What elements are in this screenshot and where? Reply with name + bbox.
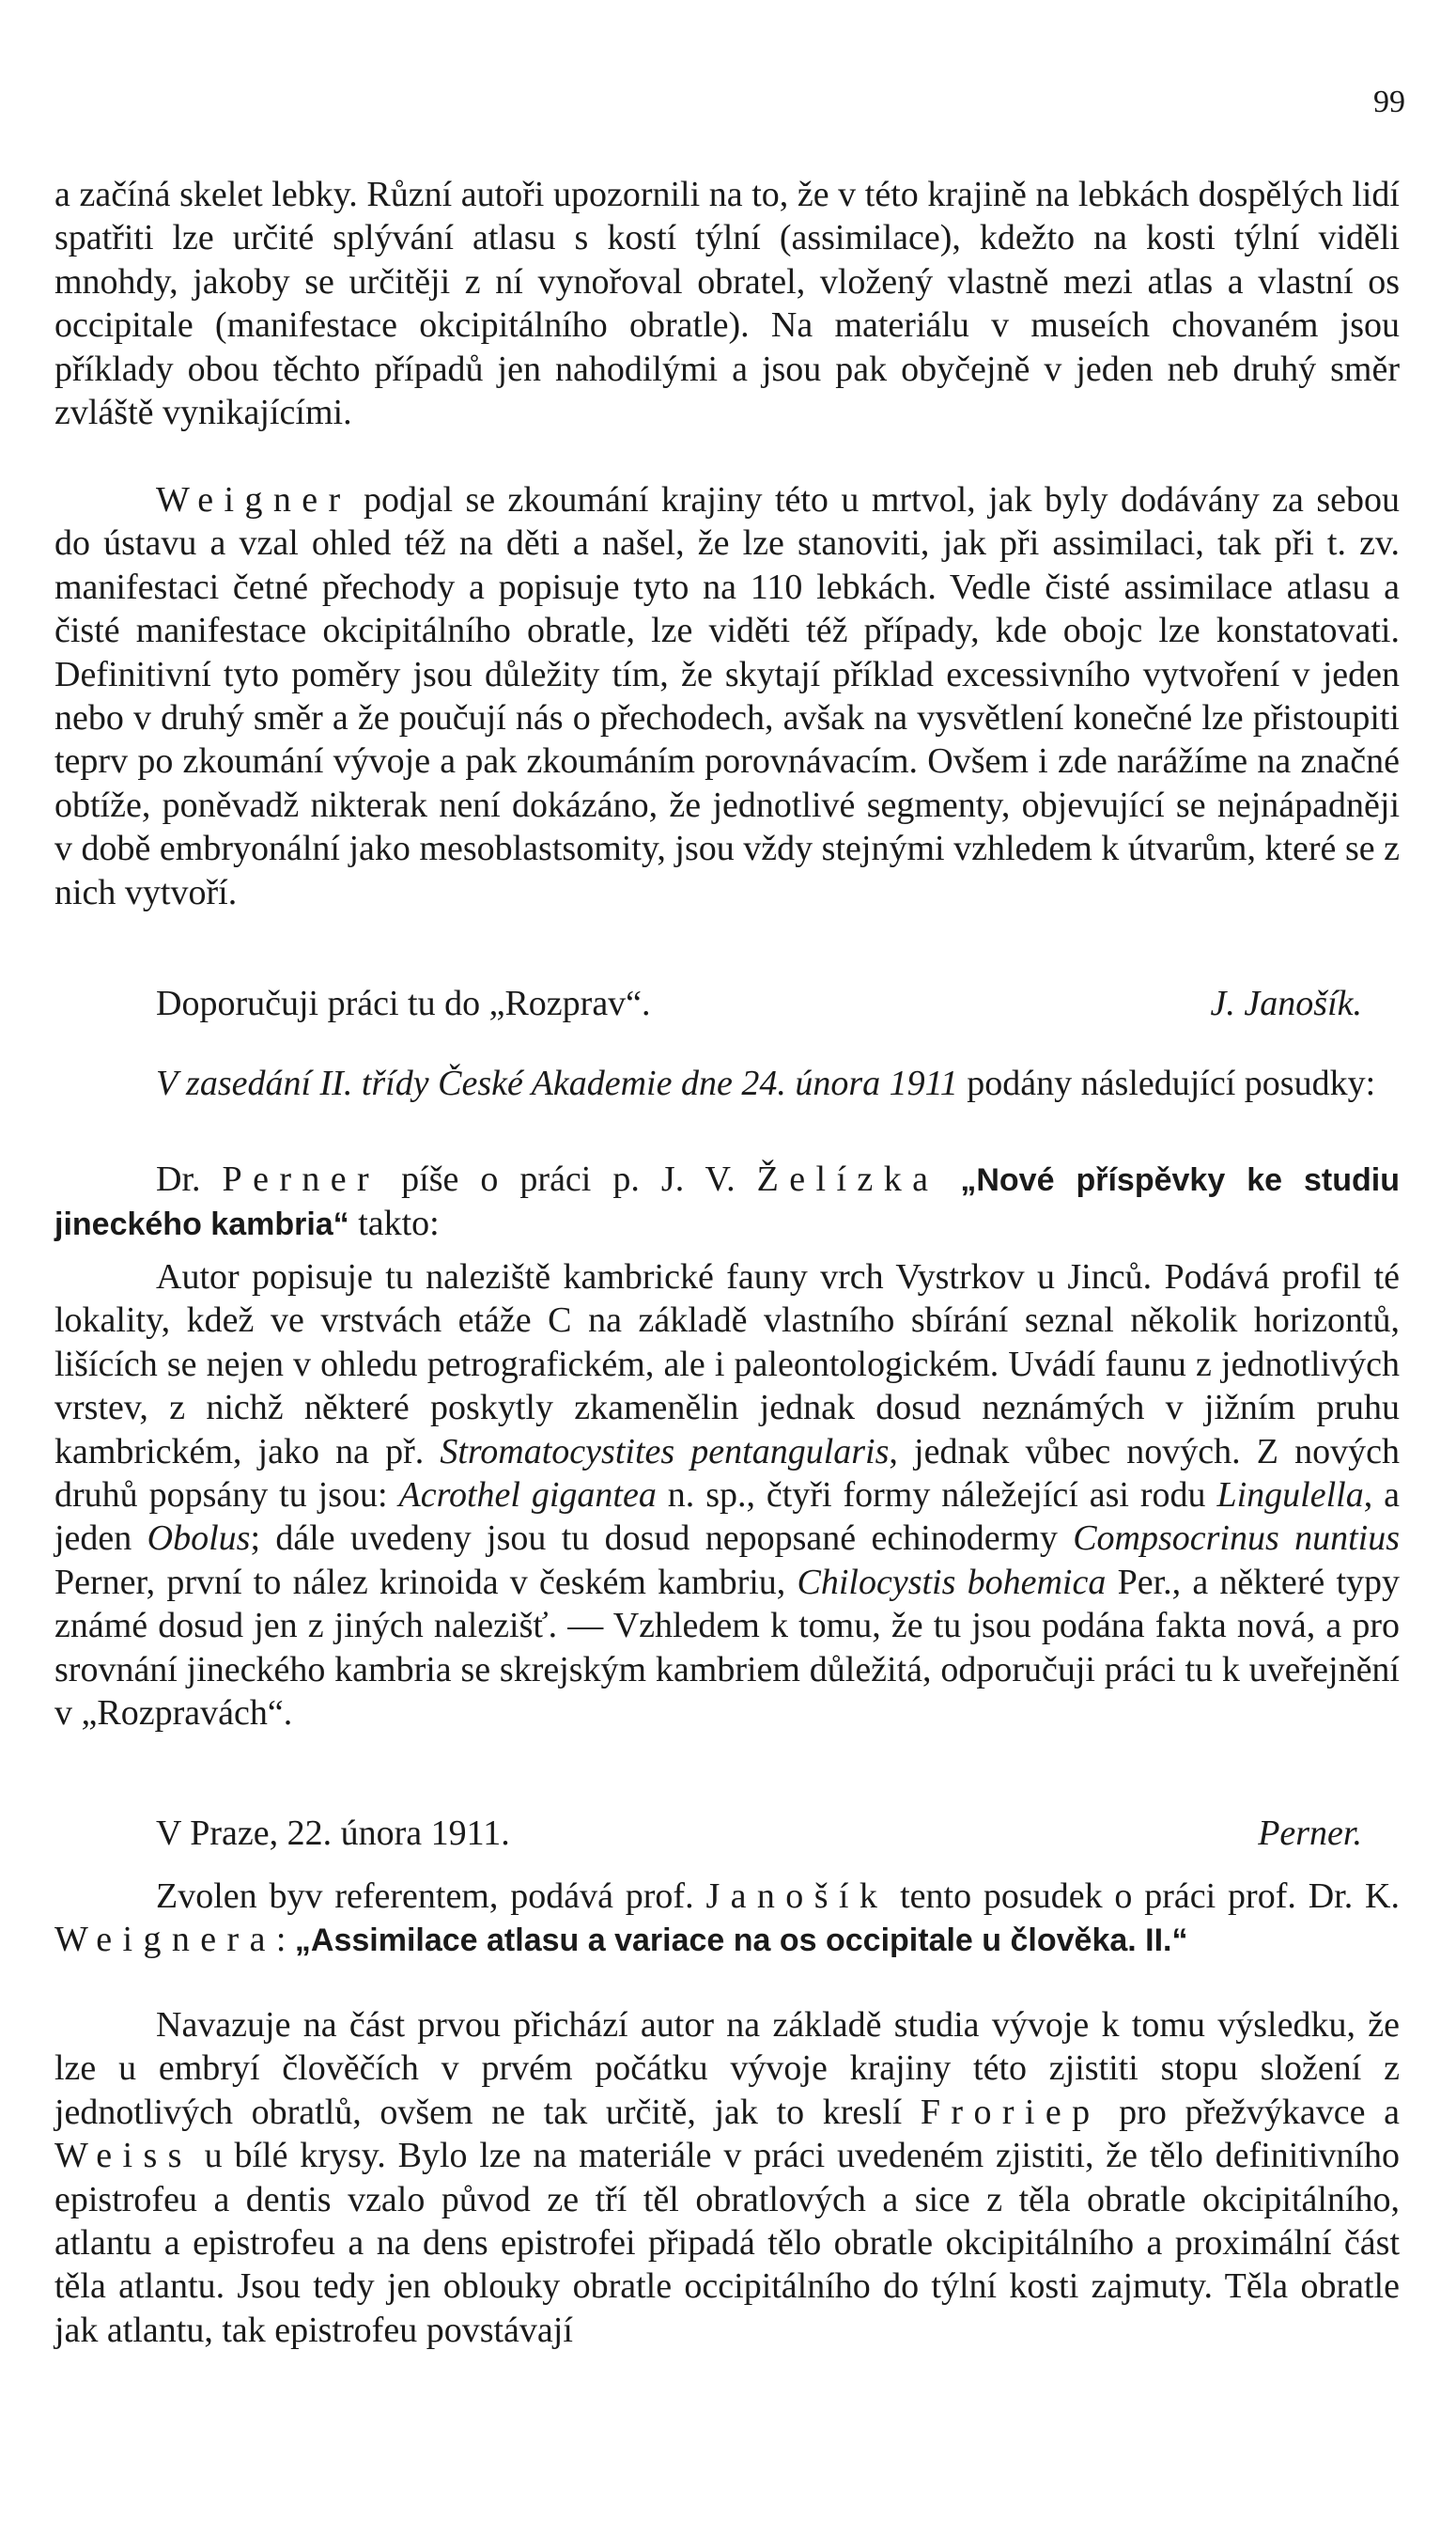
work-title: „Nové příspěvky ke studiu jineckého kambria“ bbox=[54, 1162, 1400, 1243]
perner-sign-block bbox=[54, 1812, 1400, 1855]
place-date: V Praze, 22. února 1911. bbox=[156, 1813, 510, 1853]
perner-review-body bbox=[54, 1255, 1400, 1735]
page-number: 99 bbox=[1373, 85, 1405, 119]
species-name: Obolus bbox=[147, 1518, 251, 1559]
text-run: Per., a některé typy známé dosud jen z jiných nalezišť. — Vzhledem k tomu, že tu jsou podána fakta nová, a pro srovnání jineckého kambria se skrejským kambriem důležitá, odporučuji práci tu k uveřejnění v „Rozpravách“. bbox=[54, 1562, 1401, 1734]
recommendation-block bbox=[54, 982, 1400, 1025]
weigner-review-intro-block bbox=[54, 1875, 1400, 1963]
text-run: , jednak vůbec nových. Z nových druhů popsány tu jsou: bbox=[54, 1431, 1400, 1516]
intro-tail: takto: bbox=[349, 1204, 440, 1244]
perner-review-block bbox=[54, 1255, 1400, 1735]
intro-lead: Zvolen byv referentem, podává prof. bbox=[156, 1876, 706, 1916]
paragraph-skull-assimilation: a začíná skelet lebky. Různí autoři upozornili na to, že v této krajině na lebkách dospělých lidí spatřiti lze určité splývání atlasu s kostí týlní (assimilace), kdežto na kosti týlní viděli mnohdy, jakoby se určitěji z ní vynořoval obratel, vložený vlastně mezi atlas a vlastní os occipitale (manifestace okcipitálního obratle). Na materiálu v museích chovaném jsou příklady obou těchto případů jen nahodilými a jsou pak obyčejně v jeden neb druhý směr zvláště vynikajícími. bbox=[54, 175, 1400, 433]
species-name: Stromatocystites pentangularis bbox=[440, 1431, 890, 1471]
signature-janosik: J. Janošík. bbox=[1210, 984, 1362, 1023]
signature-perner: Perner. bbox=[1258, 1813, 1362, 1853]
paragraph-text: podjal se zkoumání krajiny této u mrtvol, jak byly dodávány za sebou do ústavu a vzal ohled též na děti a našel, že lze stanoviti, jak při assimilaci, tak při t. zv. manifestaci četné přechody a popisuje tyto na 110 lebkách. Vedle čisté assimilace atlasu a čisté manifestace okcipitálního obratle, lze viděti též případy, kde obojc lze konstatovati. Definitivní tyto poměry jsou důležity tím, že skytají příklad excessivního vytvoření v jeden nebo v druhý směr a že poučují nás o přechodech, avšak na vysvětlení konečné lze přistoupiti teprv po zkoumání vývoje a pak zkoumáním porovnávacím. Ovšem i zde narážíme na značné obtíže, poněvadž nikterak není dokázáno, že jednotlivé segmenty, objevující se nejnápadněji v době embryonální jako mesoblastsomity, jsou vždy stejnými vzhledem k útvarům, které se z nich vytvoří. bbox=[54, 480, 1400, 912]
text-run: u bílé krysy. Bylo lze na materiále v práci uvedeném zjistiti, že tělo definitivního epistrofeu a dentis vzalo původ ze tří těl obratlových a sice z těla obratle okcipitálního, atlantu a epistrofeu a na dens epistrofei připadá tělo obratle okcipitálního a proximální část těla atlantu. Jsou tedy jen oblouky obratle occipitálního do týlní kosti zajmuty. Těla obratle jak atlantu, tak epistrofeu povstávají bbox=[54, 2136, 1400, 2350]
session-rest: podány následující posudky: bbox=[957, 1064, 1376, 1103]
text-run: , a jeden bbox=[54, 1475, 1401, 1559]
recommendation-text: Doporučuji práci tu do „Rozprav“. bbox=[156, 984, 651, 1023]
intro-lead: Dr. bbox=[156, 1160, 223, 1199]
intro-mid: píše o práci p. J. V. bbox=[379, 1160, 757, 1199]
text-run: pro přežvýkavce a bbox=[1100, 2092, 1400, 2132]
weigner-review-intro bbox=[54, 1875, 1400, 1963]
species-name: Acrothel gigantea bbox=[398, 1475, 657, 1516]
cited-author: Weiss bbox=[54, 2136, 193, 2176]
session-heading bbox=[54, 1062, 1400, 1105]
author-name: Weignera bbox=[54, 1920, 276, 1960]
session-italic: V zasedání II. třídy České Akademie dne 24. února 1911 bbox=[156, 1064, 958, 1103]
intro-mid: tento posudek o práci prof. Dr. K. bbox=[888, 1876, 1400, 1916]
species-name: Chilocystis bohemica bbox=[797, 1562, 1107, 1602]
text-run: ; dále uvedeny jsou tu dosud nepopsané echinodermy bbox=[250, 1518, 1074, 1559]
text-run: n. sp., čtyři formy náležející asi rodu bbox=[656, 1475, 1217, 1516]
species-name: Lingulella bbox=[1216, 1475, 1364, 1516]
text-run: Perner, první to nález krinoida v českém kambriu, bbox=[54, 1562, 798, 1602]
paragraph-intro-block bbox=[54, 173, 1400, 434]
session-block bbox=[54, 1062, 1400, 1105]
text-run: Navazuje na část prvou přichází autor na základě studia vývoje k tomu výsledku, že lze u embryí člověčích v prvém počátku vývoje krajiny této zjistiti stopu složení z jednotlivých obratlů, ovšem ne tak určitě, jak to kreslí bbox=[54, 2005, 1400, 2132]
paragraph-weigner-study-block bbox=[54, 478, 1400, 914]
author-name: Želízka bbox=[756, 1160, 939, 1199]
text-run: Autor popisuje tu naleziště kambrické fauny vrch Vystrkov u Jinců. Podává profil té lokality, kdež ve vrstvách etáže C na základě vlastního sbírání seznal několik horizontů, lišících se nejen v ohledu petrografickém, ale i paleontologickém. Uvádí faunu z jednotlivých vrstev, z nichž některé poskytly zkamenělin jednak dosud neznámých v jižním pruhu kambrickém, jako na př. bbox=[54, 1257, 1400, 1471]
perner-intro-block bbox=[54, 1158, 1400, 1247]
cited-author: Froriep bbox=[920, 2092, 1101, 2132]
recommendation-line bbox=[54, 982, 1400, 1025]
reviewer-name: Perner bbox=[222, 1160, 380, 1199]
paragraph-weigner-study bbox=[54, 478, 1400, 914]
author-name: Weigner bbox=[156, 480, 351, 520]
perner-sign-line bbox=[54, 1812, 1400, 1855]
perner-intro bbox=[54, 1158, 1400, 1247]
weigner-review-body bbox=[54, 2003, 1400, 2352]
referee-name: Janošík bbox=[705, 1876, 889, 1916]
weigner-review-body-block bbox=[54, 2003, 1400, 2352]
intro-colon: : bbox=[275, 1920, 295, 1960]
work-title: „Assimilace atlasu a variace na os occipitale u člověka. II.“ bbox=[294, 1922, 1188, 1959]
species-name: Compsocrinus nuntius bbox=[1073, 1518, 1401, 1559]
